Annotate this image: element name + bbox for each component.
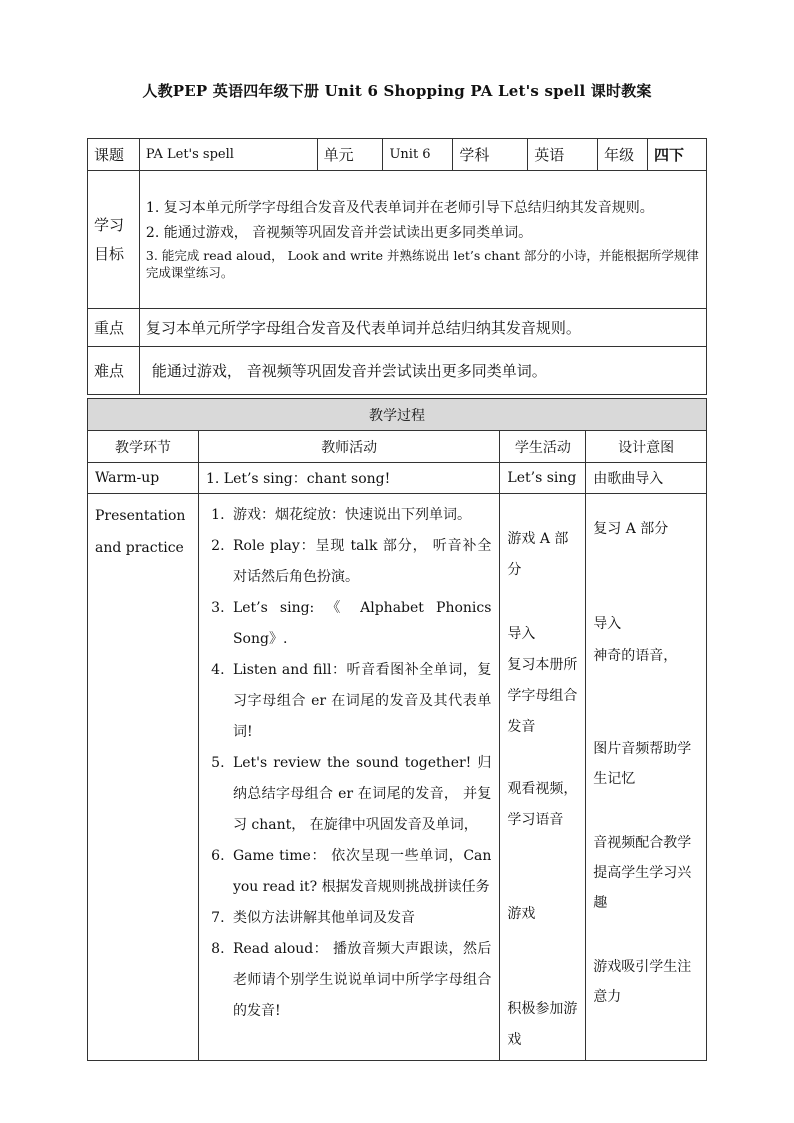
teacher-step: 5. Let's review the sound together! 归纳总结字母组合 er 在词尾的发音， 并复习 chant， 在旋律中巩固发音及单词，	[229, 748, 491, 841]
col-student: 学生活动	[500, 431, 586, 463]
teaching-process-table	[87, 398, 707, 1061]
difficulties-text: 能通过游戏， 音视频等巩固发音并尝试读出更多同类单词。	[139, 347, 706, 395]
teacher-step: 7. 类似方法讲解其他单词及发音	[229, 903, 491, 934]
subject-label: 学科	[453, 139, 528, 171]
teacher-step: 8. Read aloud： 播放音频大声跟读，然后老师请个别学生说说单词中所学字母组合的发音!	[229, 934, 491, 1027]
student-activity: 游戏	[507, 906, 536, 922]
goals-label-line2: 目标	[94, 244, 125, 263]
goal-item-2: 2. 能通过游戏， 音视频等巩固发音并尝试读出更多同类单词。	[145, 225, 533, 242]
presentation-stage	[88, 494, 199, 1061]
warmup-student: Let’s sing	[500, 463, 586, 494]
student-activity: 导入	[507, 626, 536, 642]
presentation-row	[88, 494, 707, 1061]
grade-label: 年级	[598, 139, 648, 171]
key-points-text: 复习本单元所学字母组合发音及代表单词并总结归纳其发音规则。	[139, 309, 706, 347]
goals-label-line1: 学习	[94, 216, 125, 234]
student-activity: 复习本册所学字母组合发音	[507, 657, 578, 735]
subject-value: 英语	[528, 139, 598, 171]
design-intent: 图片音频帮助学生记忆	[593, 741, 692, 787]
lesson-info-table	[87, 138, 707, 395]
student-activities	[500, 494, 586, 1061]
warmup-teacher: 1. Let’s sing：chant song!	[198, 463, 499, 494]
teacher-step: 1. 游戏：烟花绽放：快速说出下列单词。	[229, 500, 491, 531]
stage-line-1: Presentation	[95, 508, 186, 524]
grade-value: 四下	[648, 139, 707, 171]
unit-label: 单元	[317, 139, 383, 171]
teacher-steps-list	[199, 494, 499, 1027]
design-intent: 导入	[593, 616, 622, 632]
student-activity: 游戏 A 部分	[507, 531, 569, 578]
goal-item-3: 3. 能完成 read aloud， Look and write 并熟练说出 let’s chant 部分的小诗，并能根据所学规律完成课堂练习。	[145, 247, 699, 280]
document-title: 人教PEP 英语四年级下册 Unit 6 Shopping PA Let's spell 课时教案	[142, 82, 652, 100]
teacher-step: 2. Role play：呈现 talk 部分， 听音补全对话然后角色扮演。	[229, 531, 491, 593]
unit-value: Unit 6	[383, 139, 453, 171]
topic-value: PA Let's spell	[139, 139, 317, 171]
warmup-row	[88, 463, 707, 494]
stage-line-2: and practice	[95, 540, 184, 556]
warmup-stage: Warm-up	[88, 463, 199, 494]
topic-label: 课题	[88, 139, 140, 171]
goal-item-1: 1. 复习本单元所学字母组合发音及代表单词并在老师引导下总结归纳其发音规则。	[145, 200, 654, 217]
process-header: 教学过程	[88, 399, 707, 431]
goals-label	[88, 171, 140, 309]
teacher-activities	[198, 494, 499, 1061]
teacher-step: 3. Let’s sing: 《 Alphabet Phonics Song》.	[229, 593, 491, 655]
design-intent: 游戏吸引学生注意力	[593, 959, 692, 1005]
goals-content	[139, 171, 706, 309]
col-stage: 教学环节	[88, 431, 199, 463]
design-intents	[586, 494, 707, 1061]
key-points-label: 重点	[88, 309, 140, 347]
design-intent: 神奇的语音，	[593, 648, 678, 664]
teacher-step: 4. Listen and fill：听音看图补全单词，复习字母组合 er 在词尾的发音及其代表单词!	[229, 655, 491, 748]
col-design: 设计意图	[586, 431, 707, 463]
student-activity: 积极参加游戏	[507, 1001, 578, 1048]
teacher-step: 6. Game time： 依次呈现一些单词，Can you read it? 根据发音规则挑战拼读任务	[229, 841, 491, 903]
difficulties-label: 难点	[88, 347, 140, 395]
student-activity: 观看视频，学习语音	[507, 781, 578, 828]
col-teacher: 教师活动	[198, 431, 499, 463]
design-intent: 复习 A 部分	[593, 521, 669, 537]
warmup-design: 由歌曲导入	[586, 463, 707, 494]
design-intent: 音视频配合教学提高学生学习兴趣	[593, 835, 692, 911]
